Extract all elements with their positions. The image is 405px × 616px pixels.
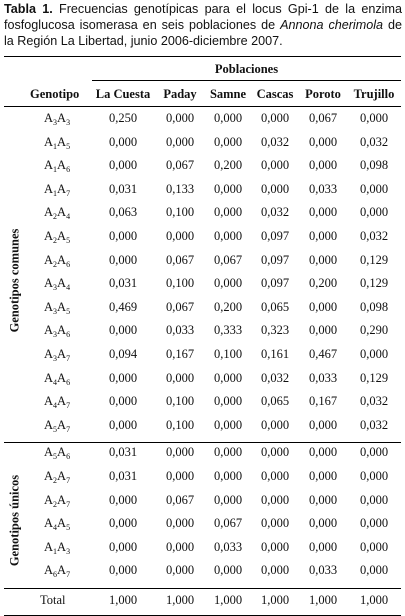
allele-letter: A	[44, 276, 54, 291]
total-cell: 1,000	[260, 593, 290, 607]
allele-index: 5	[66, 523, 71, 533]
genotype-cell	[44, 253, 94, 269]
allele-letter: A	[57, 563, 67, 578]
frequency-cell: 0,000	[260, 539, 290, 554]
frequency-cell: 0,167	[165, 347, 195, 361]
genotype-cell	[44, 300, 94, 316]
frequency-cell: 0,000	[260, 492, 290, 507]
frequency-cell: 0,032	[359, 134, 389, 149]
allele-letter: A	[44, 158, 54, 173]
allele-letter: A	[57, 134, 67, 149]
allele-letter: A	[57, 111, 67, 125]
frequency-cell: 0,000	[108, 229, 138, 243]
allele-letter: A	[44, 445, 54, 460]
allele-letter: A	[57, 276, 67, 291]
column-header: La Cuesta	[95, 87, 151, 101]
frequency-cell: 0,033	[165, 323, 195, 338]
group-header: Poblaciones	[214, 62, 279, 76]
frequency-cell: 0,000	[359, 539, 389, 554]
frequency-cell: 0,000	[260, 417, 290, 432]
frequency-cell: 0,200	[213, 158, 243, 173]
poblaciones-rule	[92, 80, 401, 81]
frequency-cell: 0,000	[213, 417, 243, 432]
genotype-cell	[44, 182, 94, 198]
frequency-cell: 0,000	[359, 445, 389, 460]
allele-letter: A	[44, 539, 54, 554]
allele-letter: A	[57, 539, 67, 554]
frequency-cell: 0,094	[108, 347, 138, 361]
frequency-cell: 0,000	[108, 394, 138, 409]
frequency-cell: 0,000	[213, 181, 243, 196]
frequency-cell: 0,100	[165, 205, 195, 220]
frequency-cell: 0,000	[308, 469, 338, 483]
total-cell: 1,000	[165, 593, 195, 607]
allele-index: 3	[53, 283, 58, 293]
frequency-cell: 0,129	[359, 370, 389, 385]
frequency-cell: 0,033	[308, 563, 338, 578]
frequency-cell: 0,000	[308, 158, 338, 173]
column-header: Trujillo	[353, 87, 395, 101]
frequency-cell: 0,100	[165, 276, 195, 291]
frequency-cell: 0,065	[260, 394, 290, 409]
genotype-cell	[44, 135, 94, 151]
allele-letter: A	[57, 417, 67, 432]
allele-index: 7	[66, 476, 71, 485]
frequency-cell: 0,000	[108, 158, 138, 173]
frequency-cell: 0,000	[108, 516, 138, 531]
allele-index: 4	[66, 283, 71, 293]
allele-index: 6	[66, 452, 71, 462]
frequency-cell: 0,000	[359, 492, 389, 507]
genotype-cell	[44, 563, 94, 579]
allele-index: 2	[53, 259, 58, 269]
allele-index: 3	[66, 118, 71, 127]
genotype-cell	[44, 347, 94, 363]
allele-letter: A	[44, 111, 54, 125]
frequency-cell: 0,031	[108, 276, 138, 291]
frequency-cell: 0,000	[108, 252, 138, 267]
allele-index: 1	[53, 188, 58, 198]
frequency-cell: 0,098	[359, 158, 389, 173]
frequency-cell: 0,000	[308, 299, 338, 314]
allele-index: 5	[66, 141, 71, 151]
frequency-cell: 0,065	[260, 299, 290, 314]
allele-letter: A	[57, 492, 67, 507]
allele-index: 3	[53, 330, 58, 340]
table-top-rule	[4, 56, 401, 57]
allele-letter: A	[44, 323, 54, 338]
frequency-cell: 0,000	[108, 563, 138, 578]
frequency-cell: 0,000	[165, 539, 195, 554]
allele-index: 1	[53, 165, 58, 175]
allele-letter: A	[44, 417, 54, 432]
frequency-cell: 0,100	[165, 394, 195, 409]
frequency-cell: 0,000	[108, 323, 138, 338]
frequency-cell: 0,000	[308, 492, 338, 507]
frequency-cell: 0,000	[108, 417, 138, 432]
frequency-cell: 0,031	[108, 445, 138, 460]
frequency-cell: 0,032	[260, 205, 290, 220]
allele-letter: A	[57, 469, 67, 483]
allele-letter: A	[44, 370, 54, 385]
frequency-cell: 0,129	[359, 252, 389, 267]
frequency-cell: 0,000	[108, 370, 138, 385]
genotype-header: Genotipo	[30, 87, 80, 101]
frequency-cell: 0,100	[213, 347, 243, 361]
allele-letter: A	[57, 229, 67, 243]
frequency-cell: 0,063	[108, 205, 138, 220]
column-header: Cascas	[256, 87, 294, 101]
allele-letter: A	[44, 252, 54, 267]
allele-letter: A	[57, 394, 67, 409]
frequency-cell: 0,200	[213, 299, 243, 314]
frequency-cell: 0,000	[308, 417, 338, 432]
allele-index: 5	[53, 452, 58, 462]
frequency-cell: 0,000	[213, 205, 243, 220]
total-cell: 1,000	[308, 593, 338, 607]
allele-letter: A	[57, 299, 67, 314]
allele-index: 1	[53, 546, 58, 556]
frequency-cell: 0,161	[260, 347, 290, 361]
frequency-cell: 0,000	[213, 394, 243, 409]
frequency-cell: 0,000	[359, 516, 389, 531]
frequency-cell: 0,067	[165, 252, 195, 267]
allele-letter: A	[44, 181, 54, 196]
frequency-cell: 0,167	[308, 394, 338, 409]
total-label: Total	[40, 593, 66, 607]
frequency-cell: 0,032	[359, 394, 389, 409]
allele-letter: A	[57, 205, 67, 220]
genotype-cell	[44, 394, 94, 410]
frequency-cell: 0,031	[108, 469, 138, 483]
group-separator-rule	[4, 588, 401, 589]
table-caption	[4, 1, 402, 49]
frequency-cell: 0,000	[359, 111, 389, 125]
allele-index: 6	[66, 377, 71, 387]
allele-index: 3	[53, 306, 58, 316]
frequency-cell: 0,000	[213, 445, 243, 460]
allele-letter: A	[44, 394, 54, 409]
frequency-cell: 0,000	[359, 469, 389, 483]
frequency-cell: 0,000	[308, 229, 338, 243]
frequency-cell: 0,067	[308, 111, 338, 125]
total-cell: 1,000	[359, 593, 389, 607]
allele-letter: A	[44, 469, 54, 483]
allele-letter: A	[57, 323, 67, 338]
frequency-cell: 0,000	[359, 347, 389, 361]
frequency-cell: 0,000	[108, 492, 138, 507]
frequency-cell: 0,097	[260, 229, 290, 243]
allele-letter: A	[44, 516, 54, 531]
frequency-cell: 0,000	[108, 539, 138, 554]
allele-letter: A	[57, 370, 67, 385]
caption-label: Tabla 1.	[4, 2, 53, 16]
frequency-cell: 0,000	[308, 539, 338, 554]
frequency-cell: 0,032	[260, 134, 290, 149]
frequency-cell: 0,000	[359, 205, 389, 220]
allele-index: 7	[66, 401, 71, 411]
total-cell: 1,000	[213, 593, 243, 607]
frequency-cell: 0,000	[359, 181, 389, 196]
allele-index: 2	[53, 236, 58, 245]
frequency-cell: 0,067	[213, 252, 243, 267]
allele-index: 7	[66, 354, 71, 363]
allele-index: 2	[53, 212, 58, 222]
frequency-cell: 0,000	[213, 276, 243, 291]
frequency-cell: 0,000	[359, 563, 389, 578]
frequency-cell: 0,000	[308, 516, 338, 531]
genotype-cell	[44, 493, 94, 509]
frequency-cell: 0,000	[260, 445, 290, 460]
frequency-cell: 0,000	[213, 370, 243, 385]
frequency-cell: 0,290	[359, 323, 389, 338]
allele-letter: A	[57, 252, 67, 267]
column-header: Poroto	[305, 87, 341, 101]
frequency-cell: 0,000	[165, 111, 195, 125]
caption-text-after: de la Región La Libertad, junio 2006-diciembre 2007.	[4, 18, 402, 48]
frequency-cell: 0,000	[260, 111, 290, 125]
frequency-cell: 0,000	[165, 563, 195, 578]
allele-index: 7	[66, 499, 71, 509]
allele-letter: A	[44, 347, 54, 361]
allele-index: 5	[53, 424, 58, 434]
frequency-cell: 0,000	[308, 134, 338, 149]
allele-index: 6	[66, 165, 71, 175]
allele-index: 5	[66, 306, 71, 316]
allele-index: 3	[66, 546, 71, 556]
allele-index: 7	[66, 188, 71, 198]
frequency-cell: 0,000	[108, 134, 138, 149]
frequency-cell: 0,000	[213, 492, 243, 507]
allele-letter: A	[57, 445, 67, 460]
frequency-cell: 0,333	[213, 323, 243, 338]
allele-letter: A	[57, 347, 67, 361]
frequency-cell: 0,000	[308, 445, 338, 460]
allele-letter: A	[44, 299, 54, 314]
allele-index: 7	[66, 570, 71, 580]
frequency-cell: 0,129	[359, 276, 389, 291]
genotype-cell	[44, 158, 94, 174]
frequency-cell: 0,097	[260, 276, 290, 291]
allele-index: 4	[53, 377, 58, 387]
frequency-cell: 0,033	[213, 539, 243, 554]
frequency-cell: 0,032	[260, 370, 290, 385]
frequency-cell: 0,032	[359, 229, 389, 243]
genotype-cell	[44, 469, 94, 485]
allele-letter: A	[44, 205, 54, 220]
frequency-cell: 0,100	[165, 417, 195, 432]
genotype-cell	[44, 276, 94, 292]
frequency-cell: 0,067	[165, 299, 195, 314]
frequency-cell: 0,000	[308, 252, 338, 267]
frequency-cell: 0,032	[359, 417, 389, 432]
column-header: Paday	[163, 87, 197, 101]
genotype-cell	[44, 371, 94, 387]
allele-letter: A	[44, 492, 54, 507]
genotype-cell	[44, 205, 94, 221]
frequency-cell: 0,469	[108, 299, 138, 314]
frequency-cell: 0,200	[308, 276, 338, 291]
column-header: Samne	[209, 87, 247, 101]
allele-letter: A	[44, 229, 54, 243]
frequency-cell: 0,000	[213, 469, 243, 483]
group-label: Genotipos únicos	[7, 475, 22, 567]
allele-index: 3	[53, 118, 58, 127]
allele-letter: A	[57, 516, 67, 531]
frequency-cell: 0,097	[260, 252, 290, 267]
allele-index: 3	[53, 354, 58, 363]
header-bottom-rule	[4, 106, 401, 107]
allele-letter: A	[44, 134, 54, 149]
frequency-cell: 0,000	[165, 229, 195, 243]
frequency-cell: 0,000	[308, 205, 338, 220]
frequency-cell: 0,033	[308, 370, 338, 385]
frequency-cell: 0,000	[260, 181, 290, 196]
total-cell: 1,000	[108, 593, 138, 607]
frequency-cell: 0,000	[213, 229, 243, 243]
allele-index: 2	[53, 499, 58, 509]
allele-letter: A	[57, 158, 67, 173]
frequency-cell: 0,000	[213, 563, 243, 578]
frequency-cell: 0,000	[165, 445, 195, 460]
allele-index: 5	[66, 236, 71, 245]
allele-letter: A	[57, 181, 67, 196]
allele-index: 2	[53, 476, 58, 485]
caption-species: Annona cherimola	[280, 18, 384, 32]
frequency-cell: 0,000	[260, 158, 290, 173]
allele-index: 1	[53, 141, 58, 151]
allele-index: 6	[66, 330, 71, 340]
genotype-cell	[44, 516, 94, 532]
frequency-cell: 0,323	[260, 323, 290, 338]
frequency-cell: 0,000	[260, 563, 290, 578]
frequency-cell: 0,067	[165, 158, 195, 173]
allele-index: 4	[53, 523, 58, 533]
allele-index: 4	[66, 212, 71, 222]
group-label: Genotipos comunes	[7, 228, 22, 333]
frequency-cell: 0,067	[213, 516, 243, 531]
genotype-cell	[44, 323, 94, 339]
frequency-cell: 0,000	[165, 469, 195, 483]
caption-text-before: Frecuencias genotípicas para el locus Gpi-1 de la enzima fosfoglucosa isomerasa en seis poblaciones de	[4, 2, 402, 32]
frequency-cell: 0,000	[213, 134, 243, 149]
allele-letter: A	[44, 563, 54, 578]
frequency-cell: 0,031	[108, 181, 138, 196]
genotype-cell	[44, 418, 94, 434]
frequency-cell: 0,250	[108, 111, 138, 125]
frequency-cell: 0,000	[165, 516, 195, 531]
frequency-cell: 0,000	[308, 323, 338, 338]
genotype-cell	[44, 540, 94, 556]
frequency-cell: 0,033	[308, 181, 338, 196]
group-separator-rule	[4, 442, 401, 443]
allele-index: 6	[53, 570, 58, 580]
frequency-cell: 0,000	[260, 469, 290, 483]
frequency-cell: 0,000	[165, 370, 195, 385]
allele-index: 4	[53, 401, 58, 411]
frequency-cell: 0,000	[260, 516, 290, 531]
allele-index: 6	[66, 259, 71, 269]
frequency-cell: 0,467	[308, 347, 338, 361]
frequency-cell: 0,067	[165, 492, 195, 507]
frequency-cell: 0,098	[359, 299, 389, 314]
frequency-cell: 0,000	[213, 111, 243, 125]
genotype-cell	[44, 111, 94, 127]
genotype-cell	[44, 445, 94, 461]
genotype-cell	[44, 229, 94, 245]
allele-index: 7	[66, 424, 71, 434]
frequency-cell: 0,000	[165, 134, 195, 149]
frequency-cell: 0,133	[165, 181, 195, 196]
